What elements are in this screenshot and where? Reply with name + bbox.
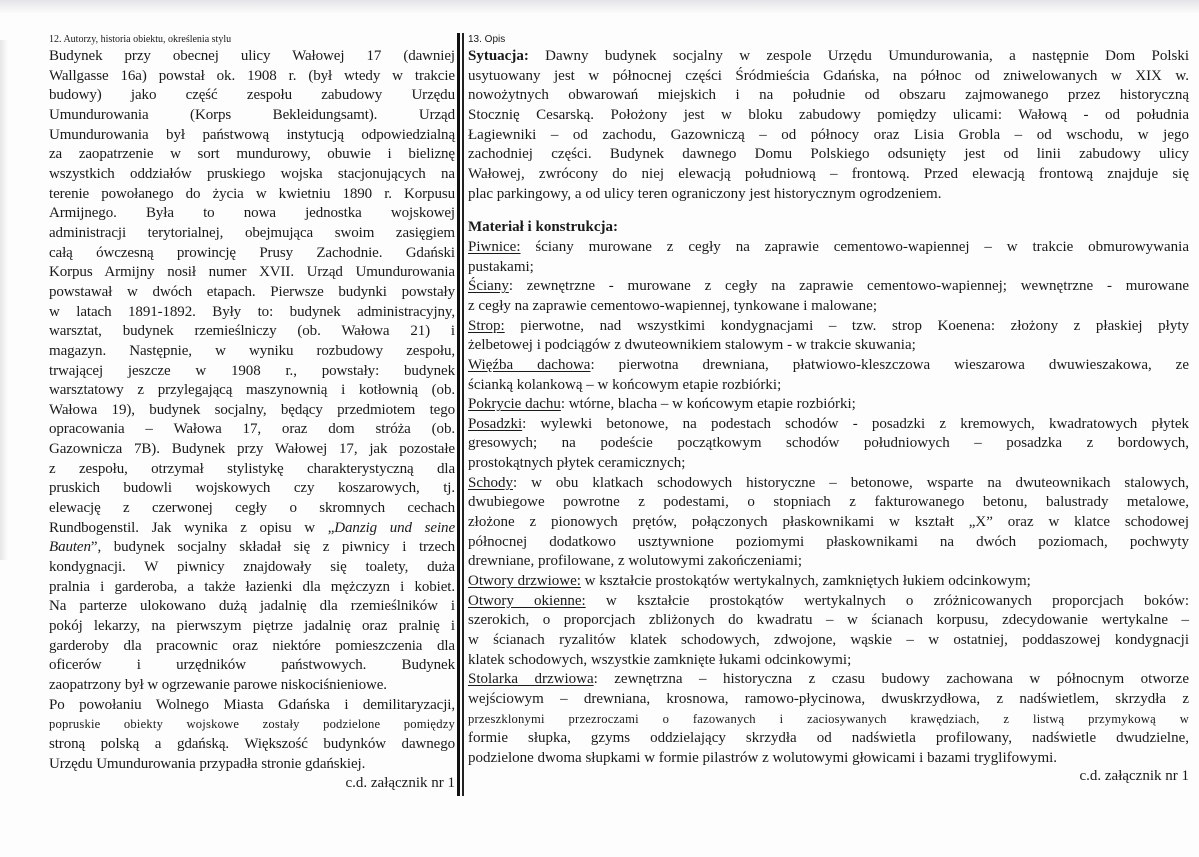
text-segment: pralnia i garderoba, a także łazienki dla mężczyzn i kobiet.	[49, 578, 455, 595]
text-line	[468, 395, 1189, 415]
text-segment: usytuowany jest w północnej części Śródmieścia Gdańska, na północ od zniwelowanych w XIX w.	[468, 67, 1189, 84]
text-line	[468, 493, 1189, 513]
continuation-note-left: c.d. załącznik nr 1	[345, 775, 455, 791]
text-line	[468, 533, 1189, 553]
text-line	[49, 86, 455, 106]
text-line	[49, 185, 455, 205]
text-segment: w kształcie prostokątów wertykalnych, zamkniętych łukiem odcinkowym;	[580, 573, 1031, 590]
text-segment: Korpus Armijny nosił numer XVII. Urząd Umundurowania	[49, 264, 455, 281]
italic-title: Danzig und seine	[334, 519, 455, 536]
text-segment: elewację z czerwonej cegły o skromnych cechach	[49, 500, 455, 517]
text-line	[468, 145, 1189, 165]
text-line	[468, 749, 1189, 769]
text-segment: : zewnętrzna – historyczna z czasu budowy zachowana w północnym otworze	[593, 671, 1189, 688]
text-line	[468, 218, 1189, 238]
text-segment: : wylewki betonowe, na podestach schodów - posadzki z kremowych, kwadratowych płytek	[522, 415, 1189, 432]
column-divider-bar-right	[462, 33, 464, 796]
text-segment: ścianką kolankową – w końcowym etapie rozbiórki;	[468, 376, 782, 393]
text-segment: Budynek przy obecnej ulicy Wałowej 17 (dawniej	[49, 48, 455, 64]
text-line	[49, 420, 455, 440]
text-segment: Gazownicza 7B). Budynek przy Wałowej 17, jak pozostałe	[49, 441, 455, 458]
text-line	[468, 356, 1189, 376]
text-segment: administracji terytorialnej, obejmująca swoim zasięgiem	[49, 224, 455, 241]
text-segment: Wallgasse 16a) powstał ok. 1908 r. (był wtedy w trakcie	[49, 67, 455, 84]
text-line	[468, 552, 1189, 572]
history-text-column	[49, 47, 455, 774]
text-line	[49, 735, 455, 755]
text-line	[49, 479, 455, 499]
text-line	[49, 204, 455, 224]
text-segment: przeszklonymi przezroczami o fazowanych i zaciosywanych krawędziach, z listwą przymykową w	[468, 711, 1189, 726]
section-12-heading: 12. Autorzy, historia obiektu, określenia stylu	[49, 34, 232, 45]
text-segment: Po powołaniu Wolnego Miasta Gdańska i demilitaryzacji,	[49, 696, 455, 713]
text-segment: powstawał w dwóch etapach. Pierwsze budynki powstały	[49, 283, 455, 300]
field-label: Więźba dachowa	[468, 356, 591, 373]
field-label: Ściany	[468, 278, 509, 295]
text-segment: pruskich budowli wojskowych czy koszarowych, tj.	[49, 480, 455, 497]
text-line	[468, 277, 1189, 297]
text-line	[468, 474, 1189, 494]
text-segment: północnej dodatkowo usztywnione poziomymi płaskownikami na dwóch poziomach, pochwyty	[468, 533, 1189, 550]
italic-title: Bauten	[49, 539, 91, 556]
field-label: Otwory okienne:	[468, 592, 586, 609]
text-line	[468, 258, 1189, 278]
text-segment: nowożytnych obwarowań miejskich i na południe od obszaru zajmowanego przez historyczną	[468, 87, 1189, 104]
text-segment: Urzędu Umundurowania przypadła stronie gdańskiej.	[49, 755, 366, 772]
bold-heading: Sytuacja:	[468, 48, 529, 64]
bold-heading: Materiał i konstrukcja:	[468, 219, 618, 236]
text-line	[49, 558, 455, 578]
text-segment: ściany murowane z cegły na zaprawie cementowo-wapiennej – w trakcie obmurowywania	[520, 238, 1189, 255]
text-line	[468, 376, 1189, 396]
text-line	[468, 710, 1189, 730]
text-segment: Rundbogenstil. Jak wynika z opisu w „	[49, 519, 335, 536]
text-segment: drewniane, profilowane, z wolutowymi zakończeniami;	[468, 553, 803, 570]
text-line	[468, 67, 1189, 87]
text-line	[468, 651, 1189, 671]
text-line	[49, 322, 455, 342]
text-segment: Dawny budynek socjalny w zespole Urzędu Umundurowania, a następnie Dom Polski	[528, 48, 1189, 64]
text-line	[468, 670, 1189, 690]
text-line	[49, 67, 455, 87]
text-line	[49, 755, 455, 775]
field-label: Otwory drzwiowe:	[468, 573, 581, 590]
text-line	[468, 434, 1189, 454]
text-segment: wszystkich oddziałów pruskiego wojska stacjonujących na	[49, 165, 455, 182]
text-segment: terenie powołanego do życia w kwietniu 1890 r. Korpusu	[49, 185, 455, 202]
text-line	[468, 690, 1189, 710]
text-segment: ”, budynek socjalny składał się z piwnicy i trzech	[90, 539, 455, 556]
field-label: Strop:	[468, 317, 505, 334]
text-segment: zaopatrzony był w ogrzewanie parowe niskociśnieniowe.	[49, 677, 387, 693]
scan-shadow-left	[0, 40, 8, 560]
text-line	[468, 336, 1189, 356]
text-segment: trwającej jeszcze w 1908 r., powstały: budynek	[49, 362, 455, 379]
text-line	[468, 572, 1189, 592]
text-segment: dwubiegowe powrotne z podestami, o stopniach z fakturowanego betonu, balustrady metalowe,	[468, 494, 1189, 511]
field-label: Piwnice:	[468, 238, 521, 255]
text-segment: wejściowym – drewniana, krosnowa, ramowo-płycinowa, dwuskrzydłowa, z nadświetlem, skrzydła z	[468, 691, 1189, 707]
text-line	[468, 165, 1189, 185]
text-segment: magazyn. Następnie, w wyniku rozbudowy zespołu,	[49, 342, 455, 359]
text-line	[49, 676, 455, 696]
text-line	[468, 238, 1189, 258]
text-segment: garderoby dla pracownic oraz niektóre pomieszczenia dla	[49, 637, 455, 654]
text-segment: budowy) jako część zespołu zabudowy Urzędu	[49, 87, 455, 104]
field-label: Posadzki	[468, 415, 523, 432]
text-segment: klatek schodowych, wszystkie zamknięte łukami odcinkowymi;	[468, 651, 852, 668]
text-line	[49, 283, 455, 303]
text-line	[468, 47, 1189, 67]
text-segment: w ścianach ryzalitów klatek schodowych, zdwojone, wąskie – w ostatniej, poddaszowej kondygnacji	[468, 632, 1189, 649]
text-line	[49, 696, 455, 716]
text-line	[49, 519, 455, 539]
text-line	[468, 317, 1189, 337]
text-line	[49, 656, 455, 676]
text-line	[49, 578, 455, 598]
text-line	[49, 617, 455, 637]
scan-shadow-top	[0, 0, 1199, 14]
text-line	[468, 86, 1189, 106]
text-line	[49, 538, 455, 558]
text-line	[49, 460, 455, 480]
text-segment: żelbetowej i podciągów z dwuteownikiem stalowym - w trakcie skuwania;	[468, 337, 916, 354]
continuation-note-right: c.d. załącznik nr 1	[1079, 768, 1189, 784]
text-line	[468, 454, 1189, 474]
text-line	[49, 597, 455, 617]
text-segment: oficerów i urzędników państwowych. Budynek	[49, 657, 455, 674]
text-line	[49, 440, 455, 460]
text-segment: Na parterze ulokowano dużą jadalnię dla rzemieślników i	[49, 598, 455, 615]
text-segment: z cegły na zaprawie cementowo-wapiennej, tynkowane i malowane;	[468, 297, 877, 314]
text-line	[49, 224, 455, 244]
field-label: Pokrycie dachu	[468, 396, 561, 413]
text-segment: : w obu klatkach schodowych historyczne – betonowe, wsparte na dwuteownikach stalowych,	[513, 474, 1189, 491]
text-segment: Stocznię Cesarską. Położony jest w bloku zabudowy pomiędzy ulicami: Wałową - od południa	[468, 106, 1189, 123]
text-line	[49, 401, 455, 421]
text-line	[468, 415, 1189, 435]
text-line	[49, 342, 455, 362]
text-segment: w latach 1891-1892. Były to: budynek administracyjny,	[49, 303, 455, 320]
text-segment: szerokich, o proporcjach zbliżonych do kwadratu – w ścianach korpusu, zdecydowanie wertykalne –	[468, 612, 1189, 629]
text-line	[468, 513, 1189, 533]
text-segment: formie słupka, gzyms oddzielający skrzydła od nadświetla profilowany, nadświetle dwudzielne,	[468, 730, 1189, 747]
text-segment: w kształcie prostokątów wertykalnych o zróżnicowanych proporcjach boków:	[585, 592, 1189, 609]
text-line	[49, 106, 455, 126]
field-label: Schody	[468, 474, 513, 491]
text-segment: Łagiewniki – od zachodu, Gazowniczą – od północy oraz Lisia Grobla – od wschodu, w jego	[468, 126, 1189, 143]
text-segment: Umundurowania (Korps Bekleidungsamt). Urząd	[49, 106, 455, 123]
text-segment: zachodniej części. Budynek dawnego Domu Polskiego odsunięty jest od linii zabudowy ulicy	[468, 146, 1189, 163]
text-segment: za zaopatrzenie w sort mundurowy, obuwie i bieliznę	[49, 146, 455, 163]
text-segment: całą ówczesną prowincję Prusy Zachodnie. Gdański	[49, 244, 455, 261]
section-13-heading: 13. Opis	[468, 34, 506, 45]
text-segment: podzielone dwoma słupkami w formie pilastrów z wolutowymi głowicami i bazami tryglifowymi.	[468, 749, 1058, 766]
text-line	[468, 126, 1189, 146]
text-segment: pokój lekarzy, na pierwszym piętrze jadalnię oraz pralnię i	[49, 618, 455, 635]
text-segment: prostokątnych płytek ceramicznych;	[468, 455, 686, 472]
text-line	[49, 362, 455, 382]
field-label: Stolarka drzwiowa	[468, 671, 594, 688]
text-line	[468, 185, 1189, 205]
text-line	[49, 47, 455, 67]
text-segment: Wałowa 19), budynek socjalny, będący przedmiotem tego	[49, 401, 455, 418]
text-line	[49, 145, 455, 165]
text-line	[468, 297, 1189, 317]
text-segment: pustakami;	[468, 258, 534, 275]
text-line	[49, 303, 455, 323]
text-segment: opracowania – Wałowa 17, oraz dom stróża (ob.	[49, 421, 455, 438]
text-segment: stroną polską a gdańską. Większość budynków dawnego	[49, 735, 455, 752]
text-line	[49, 381, 455, 401]
text-segment: plac parkingowy, a od ulicy teren ograniczony jest historycznym ogrodzeniem.	[468, 185, 942, 202]
description-text-column	[468, 47, 1189, 769]
text-segment: popruskie obiekty wojskowe zostały podzielone pomiędzy	[49, 717, 455, 732]
text-segment: warsztat, budynek rzemieślniczy (ob. Wałowa 21) i	[49, 323, 455, 340]
text-segment: warsztatowy z przylegającą maszynownią i kotłownią (ob.	[49, 382, 455, 399]
column-divider-bar	[457, 33, 460, 796]
text-segment: złożone z pionowych prętów, połączonych płaskownikami w kształt „X” oraz w klatce schodowej	[468, 514, 1189, 531]
text-line	[49, 244, 455, 264]
text-segment: z zespołu, otrzymał stylistykę charakterystyczną dla	[49, 460, 455, 477]
text-line	[49, 263, 455, 283]
text-line	[468, 631, 1189, 651]
text-line	[49, 165, 455, 185]
text-segment: : pierwotna drewniana, płatwiowo-kleszczowa wieszarowa dwuwieszakowa, ze	[590, 356, 1189, 373]
text-segment: Armijnego. Była to nowa jednostka wojskowej	[49, 205, 455, 222]
text-line	[468, 592, 1189, 612]
text-segment: kondygnacji. W piwnicy znajdowały się toalety, duża	[49, 559, 455, 576]
text-line	[49, 715, 455, 735]
text-line	[468, 729, 1189, 749]
text-line	[49, 126, 455, 146]
text-segment: Wałowej, zwrócony do niej elewacją południową – frontową. Przed elewacją frontową znajduje się	[468, 165, 1189, 182]
text-segment: gresowych; na podeście początkowym schodów południowych – posadzka z bordowych,	[468, 435, 1189, 452]
text-line	[468, 611, 1189, 631]
text-segment: : zewnętrzne - murowane z cegły na zaprawie cementowo-wapiennej; wewnętrzne - murowane	[508, 278, 1189, 295]
text-segment: Umundurowania był państwową instytucją odpowiedzialną	[49, 126, 455, 143]
text-line	[49, 637, 455, 657]
text-line	[49, 499, 455, 519]
text-segment: pierwotne, nad wszystkimi kondygnacjami – tzw. strop Koenena: złożony z płaskiej płyty	[504, 317, 1189, 334]
text-segment: : wtórne, blacha – w końcowym etapie rozbiórki;	[560, 396, 856, 413]
text-line	[468, 106, 1189, 126]
